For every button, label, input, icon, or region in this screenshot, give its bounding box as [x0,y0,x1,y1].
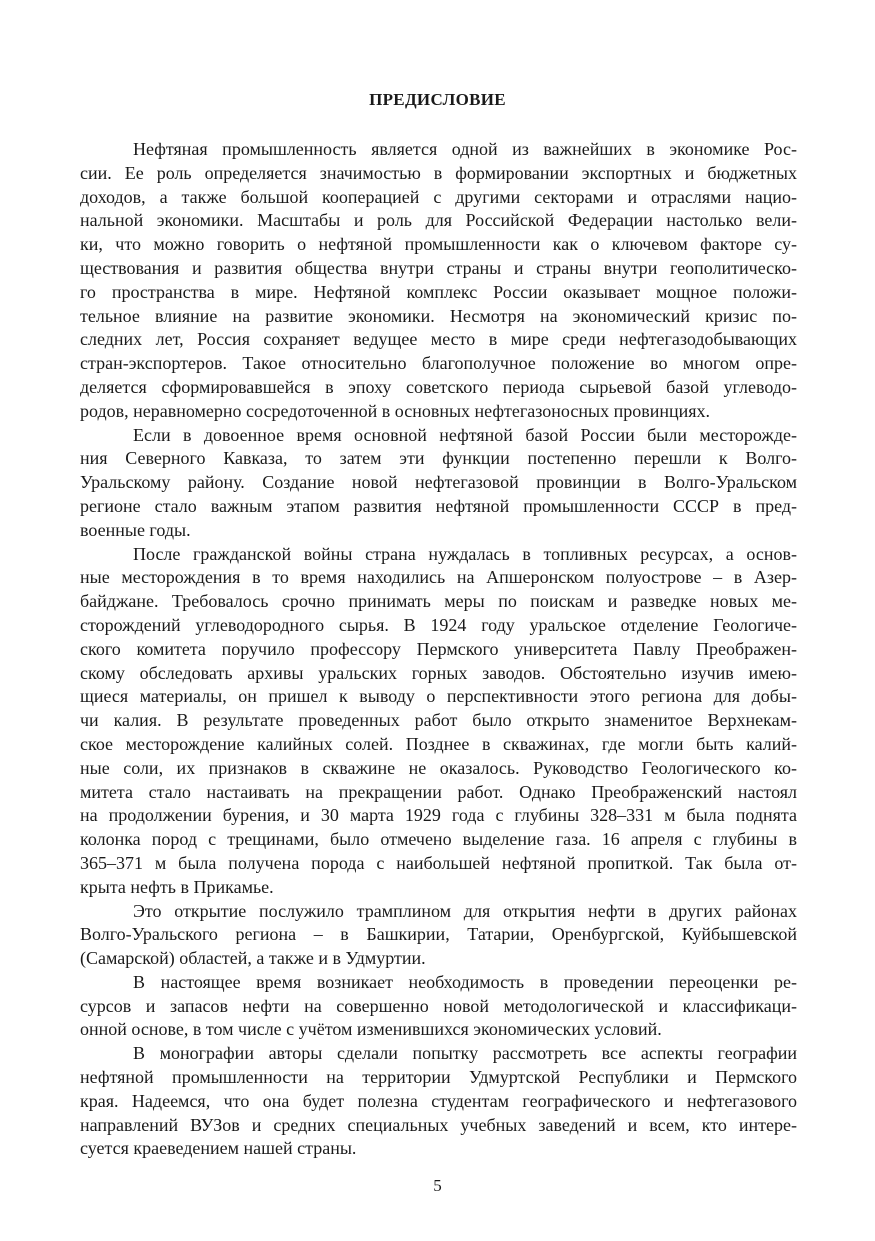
text-line: суется краеведением нашей страны. [80,1138,357,1159]
text-line: Уральскому району. Создание новой нефтегазовой провинции в Волго-Уральском [80,472,797,493]
paragraph [80,543,797,900]
text-line: крыта нефть в Прикамье. [80,876,274,897]
text-line: военные годы. [80,519,191,540]
page-title: ПРЕДИСЛОВИЕ [369,90,506,109]
text-line: ки, что можно говорить о нефтяной промышленности как о ключевом факторе су- [80,234,797,255]
text-line: ское месторождение калийных солей. Позднее в скважинах, где могли быть калий- [80,733,797,754]
text-line: 365–371 м была получена порода с наибольшей нефтяной пропиткой. Так была от- [80,852,797,873]
paragraph [80,138,797,424]
text-line: В монографии авторы сделали попытку рассмотреть все аспекты географии [133,1043,797,1064]
text-line: доходов, а также большой кооперацией с другими секторами и отраслями нацио- [80,186,797,207]
text-line: Волго-Уральского региона – в Башкирии, Татарии, Оренбургской, Куйбышевской [80,924,797,945]
text-line: Это открытие послужило трамплином для открытия нефти в других районах [133,900,797,921]
text-line: После гражданской войны страна нуждалась в топливных ресурсах, а основ- [133,543,797,564]
text-line: Нефтяная промышленность является одной из важнейших в экономике Рос- [133,139,797,159]
text-line: байджане. Требовалось срочно принимать меры по поискам и разведке новых ме- [80,591,797,612]
text-line: чи калия. В результате проведенных работ было открыто знаменитое Верхнекам- [80,710,797,731]
text-line: нальной экономики. Масштабы и роль для Российской Федерации настолько вели- [80,210,797,231]
text-line: онной основе, в том числе с учётом изменившихся экономических условий. [80,1019,662,1040]
document-body [80,138,797,1161]
text-line: го пространства в мире. Нефтяной комплекс России оказывает мощное положи- [80,281,797,302]
text-line: деляется сформировавшейся в эпоху советского периода сырьевой базой углеводо- [80,376,797,397]
text-line: регионе стало важным этапом развития нефтяной промышленности СССР в пред- [80,495,797,516]
paragraph [80,971,797,1042]
text-line: стран-экспортеров. Такое относительно благополучное положение во многом опре- [80,353,797,374]
paragraph [80,900,797,971]
text-line: направлений ВУЗов и средних специальных учебных заведений и всем, кто интере- [80,1114,797,1135]
text-line: родов, неравномерно сосредоточенной в основных нефтегазоносных провинциях. [80,400,711,421]
paragraph [80,424,797,543]
text-line: ные соли, их признаков в скважине не оказалось. Руководство Геологического ко- [80,757,797,778]
text-line: ществования и развития общества внутри страны и страны внутри геополитическо- [80,257,797,278]
text-line: ния Северного Кавказа, то затем эти функции постепенно перешли к Волго- [80,448,797,469]
text-line: В настоящее время возникает необходимость в проведении переоценки ре- [133,971,797,992]
text-line: щиеся материалы, он пришел к выводу о перспективности этого региона для добы- [80,686,797,707]
text-line: ского комитета поручило профессору Пермского университета Павлу Преображен- [80,638,797,659]
text-line: сии. Ее роль определяется значимостью в формировании экспортных и бюджетных [80,162,797,183]
paragraph [80,1042,797,1161]
text-line: следних лет, Россия сохраняет ведущее место в мире среди нефтегазодобывающих [80,329,797,350]
page-number: 5 [433,1176,442,1195]
text-line: ные месторождения в то время находились на Апшеронском полуострове – в Азер- [80,567,797,588]
text-line: нефтяной промышленности на территории Удмуртской Республики и Пермского [80,1067,797,1088]
text-line: на продолжении бурения, и 30 марта 1929 года с глубины 328–331 м была поднята [80,805,797,826]
text-line: колонка пород с трещинами, было отмечено выделение газа. 16 апреля с глубины в [80,829,797,850]
text-line: Если в довоенное время основной нефтяной базой России были месторожде- [133,424,797,445]
text-line: скому обследовать архивы уральских горных заводов. Обстоятельно изучив имею- [80,662,797,683]
text-line: (Самарской) областей, а также и в Удмуртии. [80,948,426,969]
text-line: сторождений углеводородного сырья. В 1924 году уральское отделение Геологиче- [80,614,797,635]
text-line: тельное влияние на развитие экономики. Несмотря на экономический кризис по- [80,305,797,326]
text-line: сурсов и запасов нефти на совершенно новой методологической и классификаци- [80,995,797,1016]
text-line: митета стало настаивать на прекращении работ. Однако Преображенский настоял [80,781,797,802]
text-line: края. Надеемся, что она будет полезна студентам географического и нефтегазового [80,1090,797,1111]
